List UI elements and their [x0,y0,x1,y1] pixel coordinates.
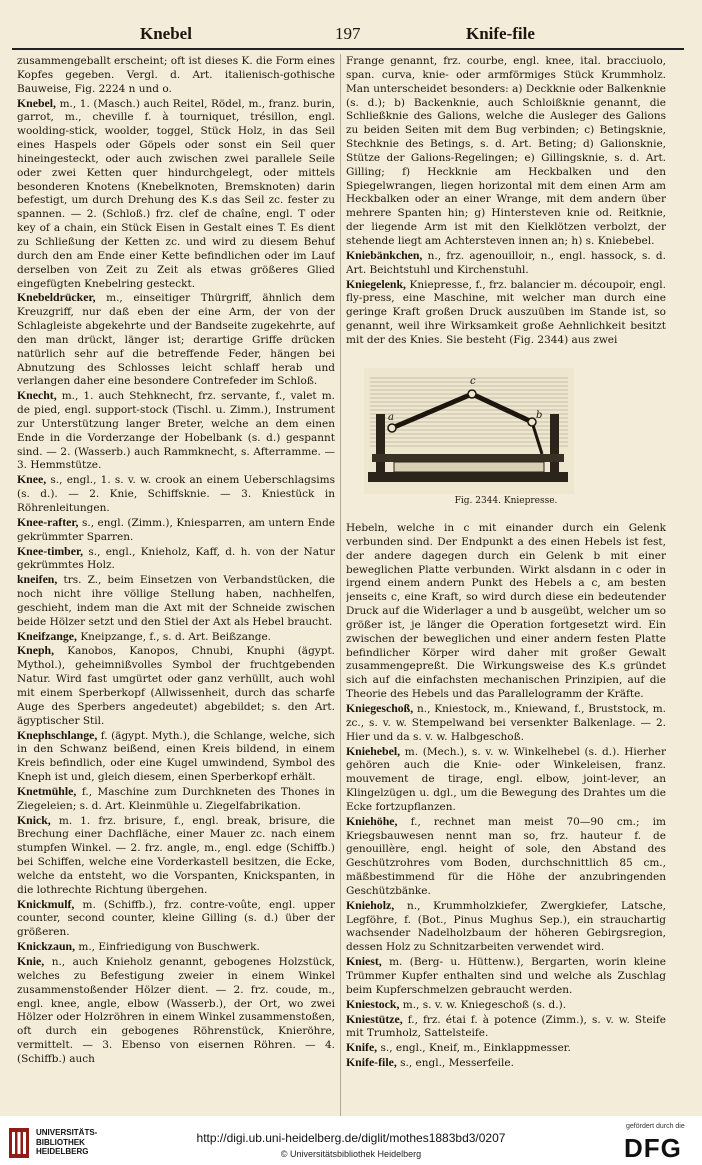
dictionary-entry [17,291,335,389]
entry-text: m. (Berg- u. Hüttenw.), Bergarten, worin kleine Trümmer Kupfer enthalten sind und welche als Zuschlag beim Kupferschmelzen gebraucht werden. [346,956,666,996]
dictionary-entry [346,521,666,702]
dictionary-entry [17,473,335,516]
entry-headword: Knee-rafter, [17,514,79,529]
entry-text: s., engl., Messerfeile. [400,1057,514,1070]
page-number: 197 [335,24,361,43]
entry-text: s., engl., Kneif, m., Einklappmesser. [380,1042,571,1055]
dictionary-entry [346,1056,666,1071]
dictionary-entry [346,815,666,899]
dictionary-entry [346,955,666,998]
permalink-url[interactable]: http://digi.ub.uni-heidelberg.de/diglit/mothes1883bd3/0207 [196,1131,506,1145]
entry-headword: Knife-file, [346,1055,397,1070]
entry-headword: Knephschlange, [17,727,98,742]
entry-text: m. (Mech.), s. v. w. Winkelhebel (s. d.). Hierher gehören auch die Knie- oder Winkeleisen, franz. mouvement de tirage, engl. elbow, joint-lever, an Klingelzügen u. dgl., um die Bewegung des Drahtes um die Ecke fortzupflanzen. [346,745,666,813]
movable-plate [372,454,564,462]
entry-text: Kneipzange, f., s. d. Art. Beißzange. [80,630,271,643]
dictionary-entry [17,516,335,545]
entry-headword: Kniest, [346,954,382,969]
running-head [12,24,690,46]
dictionary-entry [346,998,666,1013]
entry-headword: Kniegeschoß, [346,700,414,715]
entry-headword: Knickzaun, [17,939,76,954]
dictionary-entry [17,54,335,97]
entry-text: n., Krummholzkiefer, Zwergkiefer, Latsche, Legföhre, f. (Bot., Pinus Mughus Sep.), ein strauchartig wachsender Nadelholzbaum der höheren Gebirgsregion, dessen Holz zu Schnitzarbeiten verwendet wird. [346,899,666,954]
entry-headword: Knickmulf, [17,896,75,911]
dictionary-entry [346,899,666,955]
entry-headword: Kniehöhe, [346,813,398,828]
base-plate [368,472,568,482]
entry-text: s., engl. (Zimm.), Kniesparren, am untern Ende gekrümmter Sparren. [17,516,335,543]
dictionary-entry [17,644,335,728]
column-divider [340,54,341,1116]
entry-text: Kniepresse, f., frz. balancier m. découpoir, engl. fly-press, eine Maschine, mit welcher man durch eine geringe Kraft großen Druck auszuüben im Stande ist, so genannt, weil ihre Wirksamkeit große Aehnlichkeit besitzt mit der des Knies. Sie besteht (Fig. 2344) aus zwei [346,278,666,346]
library-name-line: UNIVERSITÄTS- [36,1128,98,1137]
right-column-top [346,54,666,381]
left-frame-post [376,414,385,474]
dictionary-entry [17,785,335,814]
funded-by-label: gefördert durch die [626,1123,685,1130]
entry-text: n., auch Knieholz genannt, gebogenes Holzstück, welches zu Befestigung zweier in einem Winkel zusammenstoßender Hölzer dient. — 2. frz. coude, m., engl. knee, angle, elbow (Wasserb.), der Ort, wo zwei Hölzer oder Holzröhren in einem Winkel zusammenstoßen, oft durch ein gebogenes Röhrenstück, Knieröhre, vermittelt. — 3. Ebenso von eisernen Röhren. — 4. (Schiffb.) auch [17,956,335,1065]
entry-headword: Kneph, [17,643,55,658]
library-name-line: BIBLIOTHEK [36,1137,85,1147]
entry-text: f. (ägypt. Myth.), die Schlange, welche, sich in den Schwanz beißend, einen Kreis bildend, in einem Kreis befindlich, oder eine Kugel umwindend, Symbol des Kneph ist und, gleich diesem, einen Sperberkopf erhält. [17,729,335,784]
dictionary-entry [346,1041,666,1056]
entry-text: n., frz. agenouilloir, n., engl. hassock, s. d. Art. Beichtstuhl und Kirchenstuhl. [346,249,666,276]
entry-text: m., 1. (Masch.) auch Reitel, Rödel, m., franz. burin, garrot, m., cheville f. à tourniquet, trésillon, engl. woolding-stick, woolder, toggel, Stück Holz, in das Seil eines Haspels oder Göpels oder sonst ein Seil quer hineingesteckt, oder auch zwischen zwei parallele Seile oder zwei Ketten quer hindurchgelegt, oder mittels besonderen Knotens (Knebelknoten, Bremsknoten) darin befestigt, um durch Drehung des K.s das Seil zc. fester zu spannen. — 2. (Schloß.) frz. clef de chaîne, engl. T oder key of a chain, ein Stück Eisen in Gestalt eines T. Es dient zu Schließung der Ketten zc. und wird zu diesem Behuf durch den am Ende einer Kette befindlichen oder im Lauf derselben von Zeit zu Zeit als etwas größeres Glied eingefügten Knebelring gesteckt. [17,97,335,290]
entry-text: m., Einfriedigung von Buschwerk. [78,941,260,954]
joint-b [528,418,536,426]
label-c: c [470,376,476,387]
entry-headword: Knieholz, [346,897,395,912]
entry-text: Kanobos, Kanopos, Chnubi, Knuphi (ägypt. Mythol.), geheimnißvolles Symbol der fruchtgebenden Natur. Wird fast umgürtet oder ganz verhüllt, auch wohl mit einem Sperberkopf (Allwissenheit, durch das scharfe Auge des Sperbers angedeutet) abgebildet; s. den Art. ägyptischer Stil. [17,645,335,727]
entry-text: Hebeln, welche in c mit einander durch ein Gelenk verbunden sind. Der Endpunkt a des einen Hebels ist fest, der andere dagegen durch ein Gelenk b mit einer beweglichen Platte verbunden. Wirkt alsdann in c oder in irgend einem andern Punkt des Hebels a c, am besten jenseits c, eine Kraft, so wird durch diese ein bedeutender Druck auf die Widerlager a und b ausgeübt, welcher um so größer ist, je länger die Operation fortgesetzt wird. Ein zwischen der beweglichen und einer andern festen Platte befindlicher Körper wird daher mit großer Gewalt zusammengepreßt. Die Wirkungsweise des K.s gründet sich auf die einfachsten mechanischen Prinzipien, auf die Theorie des Hebels und das Parallelogramm der Kräfte. [346,522,666,701]
entry-headword: Kniegelenk, [346,276,406,291]
entry-text: f., Maschine zum Durchkneten des Thones in Ziegeleien; s. d. Art. Kleinmühle u. Ziegelfabrikation. [17,785,335,812]
entry-text: m., 1. auch Stehknecht, frz. servante, f., valet m. de pied, engl. support-stock (Tischl. u. Zimm.), Instrument zur Unterstützung langer Breter, welche an dem einen Ende in die Vorderzange der Hobelbank (s. d.) gespannt sind. — 2. (Wasserb.) auch Rammknecht, s. Afterramme. — 3. Hemmstütze. [17,390,335,472]
running-head-right: Knife-file [466,24,535,43]
entry-headword: Knife, [346,1040,378,1055]
joint-c [468,390,476,398]
dictionary-entry [17,814,335,898]
entry-text: trs. Z., beim Einsetzen von Verbandstücken, die noch nicht ihre völlige Stellung haben, nachhelfen, geschieht, indem man die Axt mit der Schneide zwischen beide Hölzer setzt und den Stiel der Axt als Hebel braucht. [17,574,335,628]
entry-text: s., engl., Knieholz, Kaff, d. h. von der Natur gekrümmtes Holz. [17,545,335,572]
library-name-line: HEIDELBERG [36,1147,89,1156]
entry-text: m., s. v. w. Kniegeschoß (s. d.). [402,998,567,1011]
entry-text: m. (Schiffb.), frz. contre-voûte, engl. upper counter, second counter, kleine Gilling (s. d.) über der größeren. [17,898,335,939]
right-column-bottom [346,521,666,1116]
entry-headword: Knebeldrücker, [17,290,96,305]
dictionary-entry [17,97,335,292]
dictionary-entry [17,573,335,629]
dictionary-entry [346,278,666,348]
dictionary-entry [346,745,666,815]
dictionary-entry [17,955,335,1067]
entry-text: n., Kniestock, m., Kniewand, f., Bruststock, m. zc., s. v. w. Stempelwand bei versenkter Balkenlage. — 2. Hier und da s. v. w. Halbgeschoß. [346,702,666,743]
dictionary-entry [17,630,335,645]
entry-headword: Knick, [17,812,51,827]
dictionary-entry [346,54,666,249]
entry-text: s., engl., 1. s. v. w. crook an einem Ueberschlagsims (s. d.). — 2. Knie, Schiffsknie. — 3. Kniestück in Röhrenleitungen. [17,474,335,514]
entry-headword: Knee, [17,472,47,487]
entry-headword: Kneifzange, [17,628,77,643]
entry-headword: Knie, [17,954,45,968]
dictionary-entry [17,898,335,941]
entry-text: m. 1. frz. brisure, f., engl. break, brisure, die Brechung einer Dachfläche, einer Mauer zc. nach einem stumpfen Winkel. — 2. frz. angle, m., engl. edge (Schiffb.) bei Schiffen, welche eine Vorderkastell besitzen, die Ecke, welche da entsteht, wo die Vorspanten, Knickspanten, in die lothrechte Richtung übergehen. [17,814,335,896]
pressed-body [394,462,544,472]
dictionary-entry [17,729,335,785]
digitization-footer [0,1116,702,1165]
left-column [17,54,335,1116]
entry-text: f., rechnet man meist 70—90 cm.; im Kriegsbauwesen nennt man so, frz. hauteur f. de genouillère, engl. height of sole, den Abstand des Geschützrohres vom Boden, durchschnittlich 85 cm., mäßbestimmend für die Höhe der anzubringenden Geschützbänke. [346,815,666,897]
entry-headword: kneifen, [17,572,58,587]
dictionary-entry [346,702,666,745]
dictionary-entry [17,545,335,574]
joint-a [388,424,396,432]
header-rule [12,48,684,50]
entry-text: f., frz. étai f. à potence (Zimm.), s. v. w. Steife mit Trumholz, Sattelsteife. [346,1013,666,1040]
entry-text: m., einseitiger Thürgriff, ähnlich dem Kreuzgriff, nur daß eben der eine Arm, der von der Schlagleiste abgekehrte und der Bandseite zugekehrte, auf den man drückt, länger ist; derartige Griffe drücken natürlich sehr auf die betreffende Feder, hängen bei Abnutzung des Schlosses leicht schlaff herab und verlangen daher eine besondere Contrefeder im Schloß. [17,292,335,388]
entry-text: Frange genannt, frz. courbe, engl. knee, ital. bracciuolo, span. curva, knie- oder armförmiges Stück Krummholz. Man unterscheidet besonders: a) Deckknie oder Balkenknie (s. d.); b) Backenknie, auch Schloißknie genannt, die Schließknie des Galions, welche die Ausleger des Galions zu beiden Seiten mit dem Bug verbinden; c) Betingsknie, Stechknie des Betings, s. d. Art. Beting; d) Galionsknie, Stütze der Galions-Regelingen; e) Gillingsknie, s. d. Art. Gilling; f) Heckknie am Heckbalken und den Spiegelwrangen, liegen horizontal mit dem einen Arm am Heckbalken oder an einer Wrange, mit dem andern über mehrere Spanten hin; g) Hintersteven knie od. Reitknie, der liegende Arm ist mit den Kielklötzen verbolzt, der stehende liegt am Achtersteven innen an; h) s. Kniebebel. [346,55,666,247]
entry-headword: Kniehebel, [346,743,401,758]
dictionary-entry [346,1013,666,1042]
right-frame-post [550,414,559,474]
label-a: a [388,412,394,423]
entry-headword: Knecht, [17,388,57,403]
dictionary-entry [17,940,335,955]
running-head-left: Knebel [140,24,192,43]
figure-caption: Fig. 2344. Kniepresse. [454,496,558,506]
entry-headword: Kniebänkchen, [346,247,423,262]
copyright-notice: © Universitätsbibliothek Heidelberg [280,1149,422,1159]
dictionary-entry [17,389,335,473]
knee-press-figure [364,368,574,494]
entry-headword: Knebel, [17,95,56,110]
entry-headword: Knee-timber, [17,543,84,558]
label-b: b [536,410,543,421]
entry-text: zusammengeballt erscheint; oft ist dieses K. die Form eines Kopfes gegeben. Vergl. d. Art. italienisch-gothische Bauweise, Fig. 2224 n und o. [17,55,335,95]
entry-headword: Kniestütze, [346,1011,403,1026]
dictionary-entry [346,249,666,278]
entry-headword: Kniestock, [346,996,400,1011]
dfg-logo: DFG [624,1133,682,1163]
entry-headword: Knetmühle, [17,783,77,798]
